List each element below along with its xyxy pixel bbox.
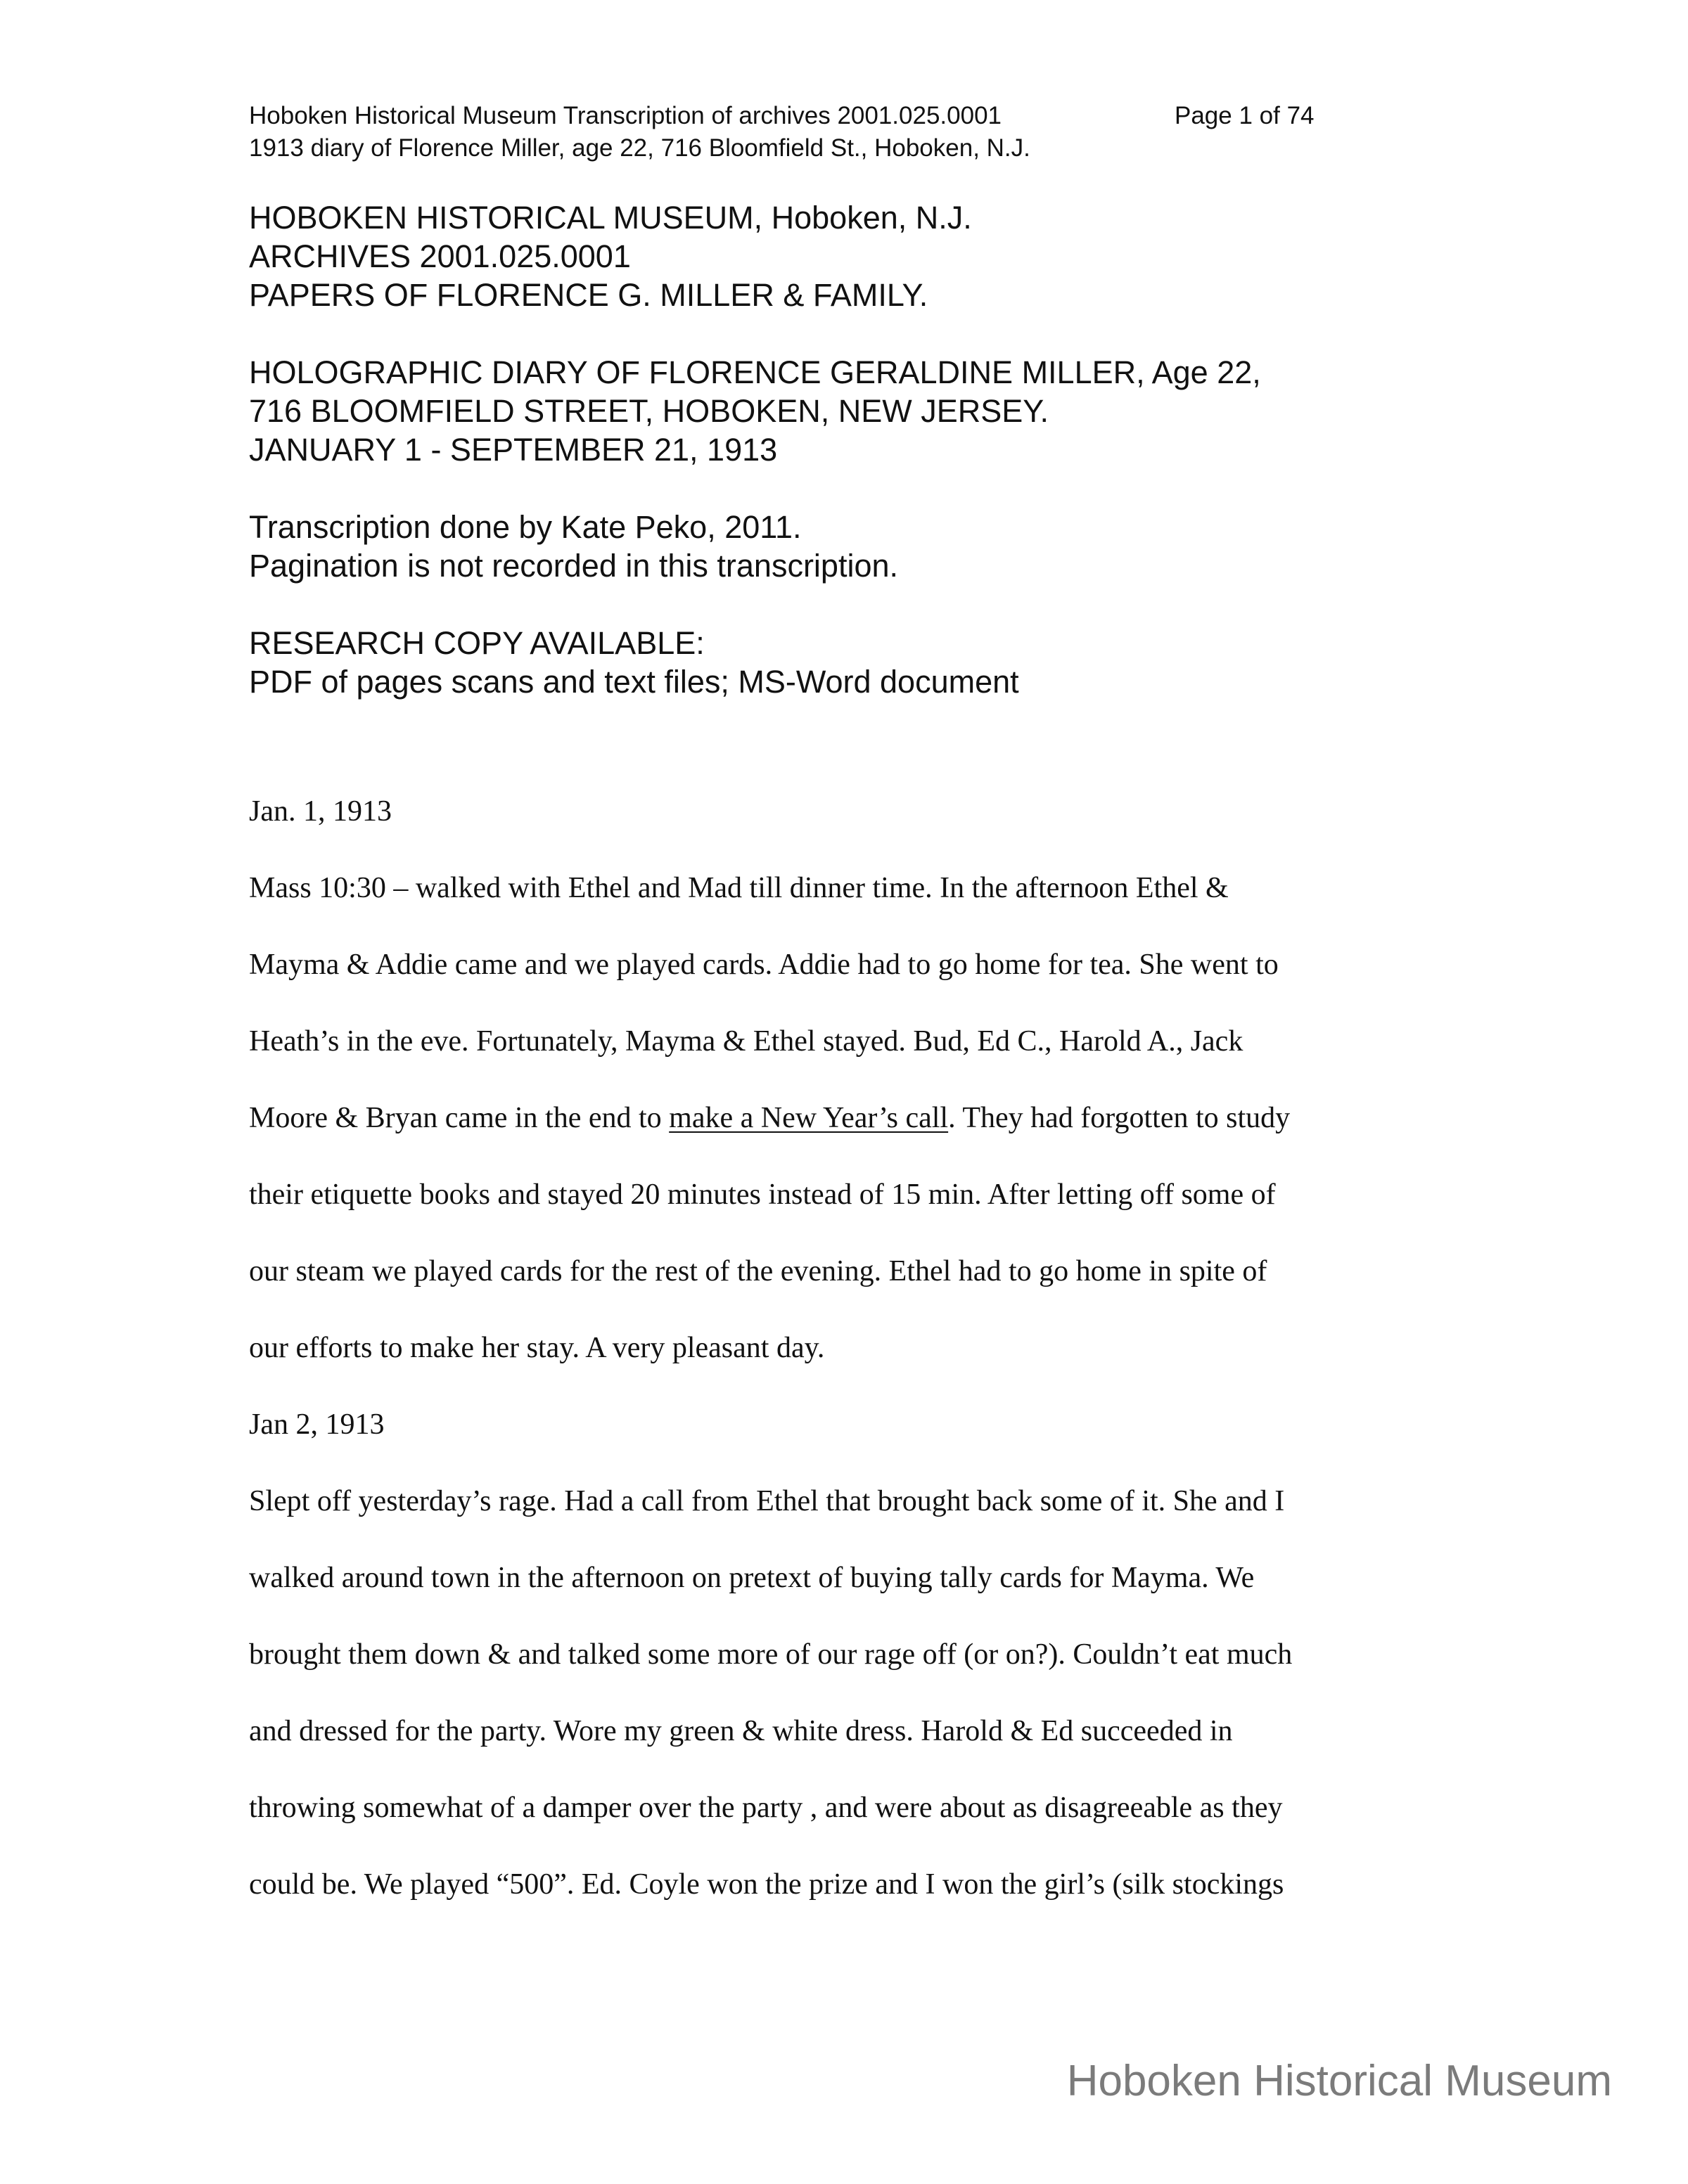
museum-name: HOBOKEN HISTORICAL MUSEUM, Hoboken, N.J. [249,200,972,236]
entry-line: brought them down & and talked some more of our rage off (or on?). Couldn’t eat much [249,1638,1293,1671]
page-number: Page 1 of 74 [1175,102,1315,129]
entry-line [249,1080,1459,1157]
entry-date: Jan. 1, 1913 [249,795,392,828]
diary-date-range: JANUARY 1 - SEPTEMBER 21, 1913 [249,432,778,468]
research-copy-heading: RESEARCH COPY AVAILABLE: [249,625,705,661]
running-header-row [249,100,1515,132]
entry-line-text: Moore & Bryan came in the end to [249,1102,670,1134]
transcriber-credit: Transcription done by Kate Peko, 2011. [249,509,802,545]
entry-line-text: . They had forgotten to study [948,1102,1291,1134]
diary-title: HOLOGRAPHIC DIARY OF FLORENCE GERALDINE MILLER, Age 22, [249,354,1261,390]
research-copy-formats: PDF of pages scans and text files; MS-Word document [249,664,1019,700]
archives-number: ARCHIVES 2001.025.0001 [249,238,631,274]
running-header [249,100,1515,165]
entry-line: their etiquette books and stayed 20 minutes instead of 15 min. After letting off some of [249,1178,1276,1211]
entry-date: Jan 2, 1913 [249,1408,385,1441]
entry-line: Heath’s in the eve. Fortunately, Mayma & Ethel stayed. Bud, Ed C., Harold A., Jack [249,1025,1243,1058]
pagination-note: Pagination is not recorded in this transcription. [249,548,899,584]
entry-line: could be. We played “500”. Ed. Coyle won the prize and I won the girl’s (silk stockings [249,1868,1284,1901]
diary-description [249,353,1515,469]
diary-entry [249,773,1459,1387]
diary-transcription [249,773,1459,1923]
title-block [249,198,1515,740]
diary-entry [249,1387,1459,1923]
research-copy [249,624,1515,701]
entry-line: Mass 10:30 – walked with Ethel and Mad till dinner time. In the afternoon Ethel & [249,872,1229,904]
entry-line: Mayma & Addie came and we played cards. Addie had to go home for tea. She went to [249,949,1279,981]
entry-line: and dressed for the party. Wore my green & white dress. Harold & Ed succeeded in [249,1715,1233,1747]
entry-line: our steam we played cards for the rest of the evening. Ethel had to go home in spite of [249,1255,1267,1287]
diary-address: 716 BLOOMFIELD STREET, HOBOKEN, NEW JERSEY. [249,393,1049,429]
archive-identification [249,198,1515,314]
papers-title: PAPERS OF FLORENCE G. MILLER & FAMILY. [249,277,928,313]
entry-line: our efforts to make her stay. A very pleasant day. [249,1332,825,1364]
underlined-phrase: make a New Year’s call [669,1102,949,1134]
diary-subject-line: 1913 diary of Florence Miller, age 22, 716 Bloomfield St., Hoboken, N.J. [249,134,1030,162]
entry-line: Slept off yesterday’s rage. Had a call from Ethel that brought back some of it. She and I [249,1485,1285,1517]
entry-line: throwing somewhat of a damper over the party , and were about as disagreeable as they [249,1792,1283,1824]
archive-reference: Hoboken Historical Museum Transcription of archives 2001.025.0001 [249,102,1002,129]
transcription-notes [249,508,1515,585]
entry-line: walked around town in the afternoon on pretext of buying tally cards for Mayma. We [249,1562,1255,1594]
museum-watermark: Hoboken Historical Museum [1066,2057,1612,2105]
